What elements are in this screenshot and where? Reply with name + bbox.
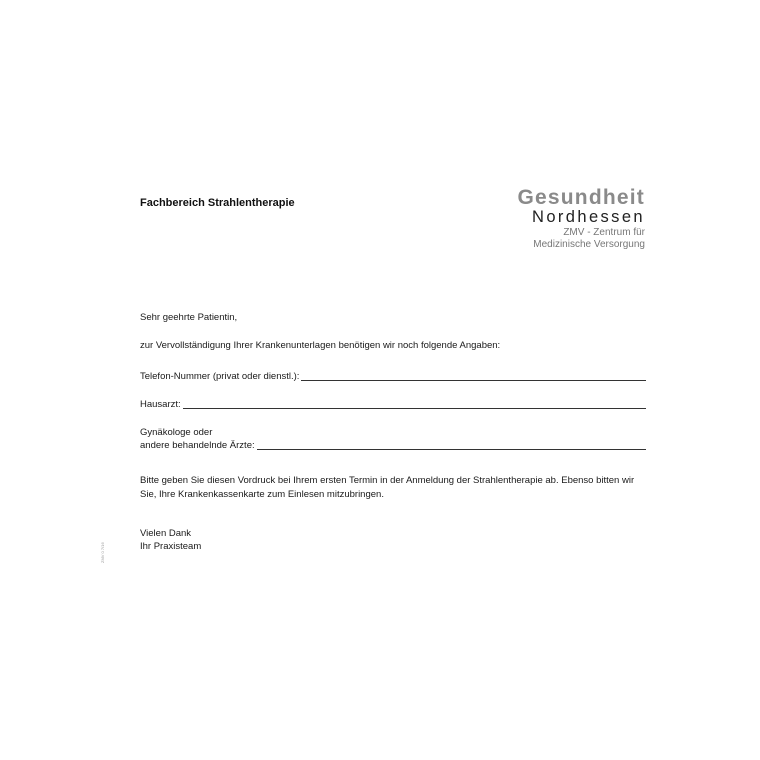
department-heading: Fachbereich Strahlentherapie	[140, 197, 295, 209]
phone-field-label: Telefon-Nummer (privat oder dienstl.):	[140, 371, 300, 382]
gp-field-line[interactable]	[183, 398, 646, 409]
logo-subtitle-line1: ZMV - Zentrum für	[563, 227, 645, 238]
salutation: Sehr geehrte Patientin,	[140, 312, 238, 323]
intro-text: zur Vervollständigung Ihrer Krankenunterlagen benötigen wir noch folgende Angaben:	[140, 340, 501, 351]
gyn-field-line[interactable]	[257, 439, 646, 450]
gyn-field-label-line2: andere behandelnde Ärzte:	[140, 440, 255, 451]
logo-line-nordhessen: Nordhessen	[532, 208, 645, 226]
gp-field-label: Hausarzt:	[140, 399, 181, 410]
logo-subtitle-line2: Medizinische Versorgung	[533, 239, 645, 250]
closing-thanks: Vielen Dank	[140, 528, 192, 539]
closing-signature: Ihr Praxisteam	[140, 541, 202, 552]
logo-line-gesundheit: Gesundheit	[517, 186, 645, 209]
phone-field-row	[140, 370, 646, 383]
gp-field-row	[140, 398, 646, 411]
notice-paragraph: Bitte geben Sie diesen Vordruck bei Ihrem ersten Termin in der Anmeldung der Strahlentherapie ab. Ebenso bitten wir Sie, Ihre Krankenkassenkarte zum Einlesen mitzubringen.	[140, 475, 635, 500]
gyn-field-label-line1: Gynäkologe oder	[140, 427, 213, 438]
form-code: ZMV 0 7/16	[100, 542, 105, 563]
gyn-field-row	[140, 439, 646, 452]
phone-field-line[interactable]	[301, 370, 646, 381]
